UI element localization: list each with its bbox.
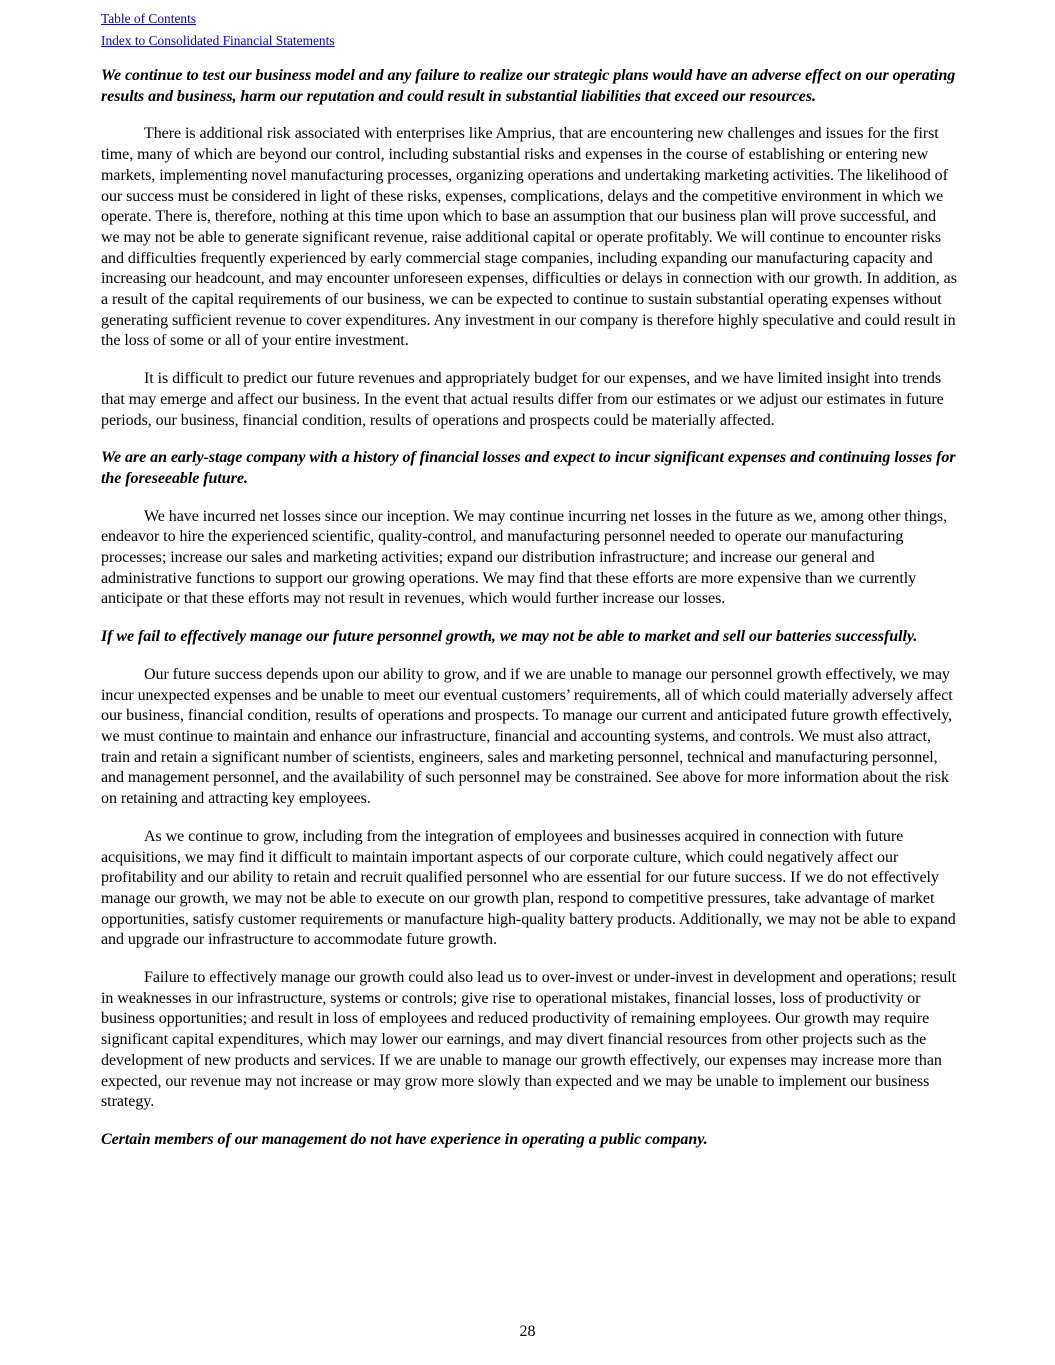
risk-heading-business-model: We continue to test our business model and any failure to realize our strategic plans would have an adverse effect on our operating results and business, harm our reputation and could result in substantial liabilities that exceed our resources.: [101, 67, 956, 105]
financial-statements-index-link[interactable]: Index to Consolidated Financial Statements: [101, 32, 335, 48]
paragraph-corporate-culture: As we continue to grow, including from the integration of employees and businesses acquired in connection with future acquisitions, we may find it difficult to maintain important aspects of our corporate culture, which could negatively affect our profitability and our ability to retain and recruit qualified personnel who are essential for our future success. If we do not effectively manage our growth, we may not be able to execute on our growth plan, respond to competitive pressures, take advantage of market opportunities, satisfy customer requirements or manufacture high-quality battery products. Additionally, we may not be able to expand and upgrade our infrastructure to accommodate future growth.: [101, 827, 956, 949]
risk-heading-public-company-experience: Certain members of our management do not have experience in operating a public company.: [101, 1130, 708, 1148]
document-page: [101, 8, 957, 1151]
paragraph-net-losses: We have incurred net losses since our inception. We may continue incurring net losses in the future as we, among other things, endeavor to hire the experienced scientific, quality-control, and manufacturing personnel needed to operate our manufacturing processes; increase our sales and marketing activities; expand our distribution infrastructure; and increase our general and administrative functions to support our growing operations. We may find that these efforts are more expensive than we currently anticipate or that these efforts may not result in revenues, which would further increase our losses.: [101, 507, 948, 608]
risk-heading-personnel-growth: If we fail to effectively manage our future personnel growth, we may not be able to market and sell our batteries successfully.: [101, 628, 918, 646]
paragraph-predict-revenues: It is difficult to predict our future revenues and appropriately budget for our expenses, and we have limited insight into trends that may emerge and affect our business. In the event that actual results differ from our estimates or we adjust our estimates in future periods, our business, financial condition, results of operations and prospects could be materially affected.: [101, 370, 944, 429]
risk-heading-financial-losses: We are an early-stage company with a history of financial losses and expect to incur significant expenses and continuing losses for the foreseeable future.: [101, 449, 956, 487]
table-of-contents-link[interactable]: Table of Contents: [101, 11, 197, 26]
nav-links: [101, 8, 957, 51]
page-number: 28: [519, 1323, 536, 1340]
paragraph-additional-risk: There is additional risk associated with enterprises like Amprius, that are encountering new challenges and issues for the first time, many of which are beyond our control, including substantial risks and expenses in the course of establishing or entering new markets, implementing novel manufacturing processes, organizing operations and undertaking marketing activities. The likelihood of our success must be considered in light of these risks, expenses, complications, delays and the competitive environment in which we operate. There is, therefore, nothing at this time upon which to base an assumption that our business plan will prove successful, and we may not be able to generate significant revenue, raise additional capital or operate profitably. We will continue to encounter risks and difficulties frequently experienced by early commercial stage companies, including expanding our manufacturing capacity and increasing our headcount, and may encounter unforeseen expenses, difficulties or delays in connection with our growth. In addition, as a result of the capital requirements of our business, we can be expected to continue to sustain substantial operating expenses without generating sufficient revenue to cover expenditures. Any investment in our company is therefore highly speculative and could result in the loss of some or all of your entire investment.: [101, 125, 957, 350]
paragraph-manage-growth-failure: Failure to effectively manage our growth could also lead us to over-invest or under-invest in development and operations; result in weaknesses in our infrastructure, systems or controls; give rise to operational mistakes, financial losses, loss of productivity or business opportunities; and result in loss of employees and reduced productivity of remaining employees. Our growth may require significant capital expenditures, which may lower our earnings, and may divert financial resources from other projects such as the development of new products and services. If we are unable to manage our growth effectively, our expenses may increase more than expected, our revenue may not increase or may grow more slowly than expected and we may be unable to implement our business strategy.: [101, 969, 956, 1111]
paragraph-future-success: Our future success depends upon our ability to grow, and if we are unable to manage our personnel growth effectively, we may incur unexpected expenses and be unable to meet our eventual customers’ requirements, all of which could materially adversely affect our business, financial condition, results of operations and prospects. To manage our current and anticipated future growth effectively, we must continue to maintain and enhance our infrastructure, financial and accounting systems, and controls. We must also attract, train and retain a significant number of scientists, engineers, sales and marketing personnel, technical and manufacturing personnel, and management personnel, and the availability of such personnel may be constrained. See above for more information about the risk on retaining and attracting key employees.: [101, 665, 953, 808]
